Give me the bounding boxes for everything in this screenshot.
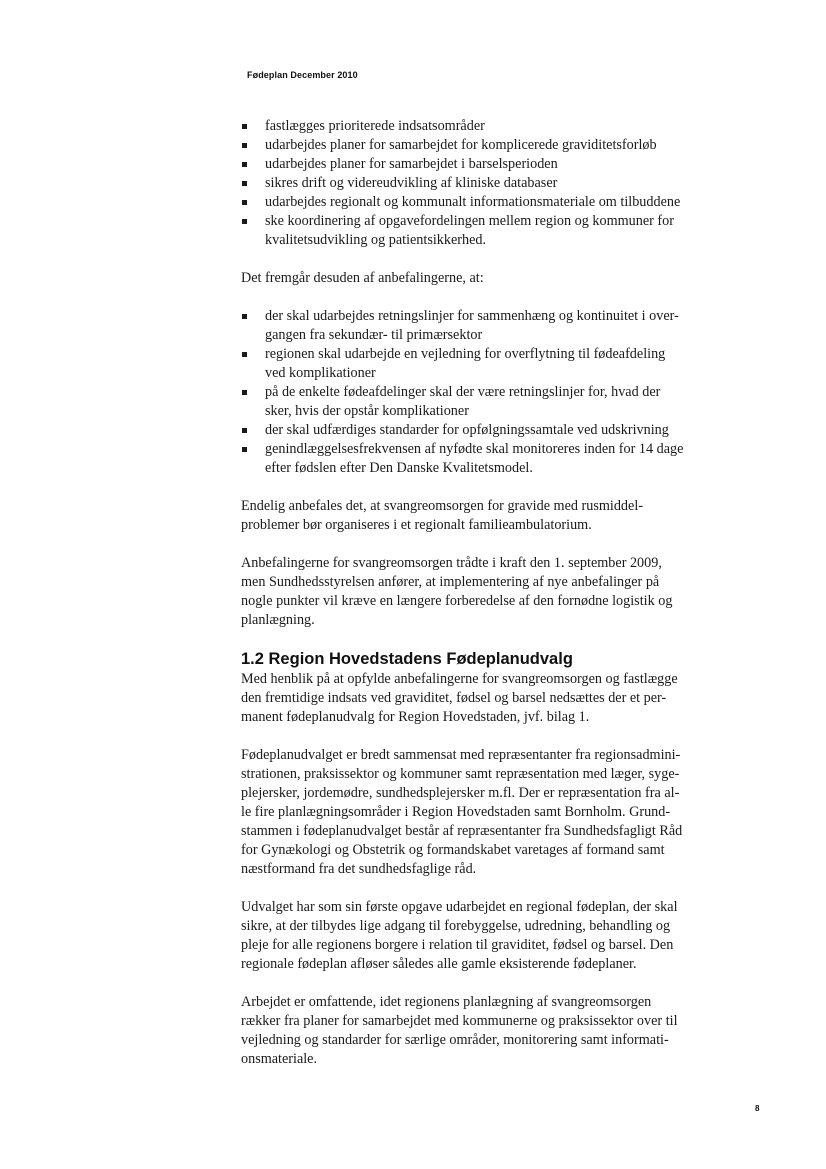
list-item-line: sker, hvis der opstår komplikationer — [265, 403, 469, 419]
paragraph-scope: Arbejdet er omfattende, idet regionens planlægning af svangreomsorgen rækker fra planer for samarbejdet med kommunerne og praksissektor over til vejledning og standarder for særlige områder, monitorering samt informati- onsmateriale. — [241, 994, 678, 1067]
list-item-line: udarbejdes regionalt og kommunalt informationsmateriale om tilbuddene — [265, 194, 681, 210]
bullet-list-recommendations — [241, 307, 701, 478]
intro-paragraph: Det fremgår desuden af anbefalingerne, at: — [241, 270, 484, 286]
paragraph-committee-intro: Med henblik på at opfylde anbefalingerne for svangreomsorgen og fastlægge den fremtidige indsats ved graviditet, fødsel og barsel nedsættes der et per- manent fødeplanudvalg for Region Hovedstaden, jvf. bilag 1. — [241, 671, 678, 725]
list-item — [241, 136, 701, 155]
list-item — [241, 174, 701, 193]
list-item — [241, 440, 701, 478]
paragraph-committee-task: Udvalget har som sin første opgave udarbejdet en regional fødeplan, der skal sikre, at der tilbydes lige adgang til forebyggelse, udredning, behandling og pleje for alle regionens borgere i relation til graviditet, fødsel og barsel. Den regionale fødeplan afløser således alle gamle eksisterende fødeplaner. — [241, 899, 678, 972]
document-header: Fødeplan December 2010 — [247, 70, 358, 80]
list-item-line: regionen skal udarbejde en vejledning for overflytning til fødeafdeling — [265, 346, 666, 362]
paragraph-rusmiddel: Endelig anbefales det, at svangreomsorgen for gravide med rusmiddel- problemer bør organiseres i et regionalt familieambulatorium. — [241, 498, 643, 533]
list-item-line: der skal udfærdiges standarder for opfølgningssamtale ved udskrivning — [265, 422, 669, 438]
list-item-line: udarbejdes planer for samarbejdet i barselsperioden — [265, 156, 558, 172]
bullet-list-priorities — [241, 117, 701, 250]
page-number: 8 — [755, 1104, 760, 1113]
list-item-line: udarbejdes planer for samarbejdet for komplicerede graviditetsforløb — [265, 137, 657, 153]
list-item-line: gangen fra sekundær- til primærsektor — [265, 327, 483, 343]
list-item — [241, 193, 701, 212]
section-heading: 1.2 Region Hovedstadens Fødeplanudvalg — [241, 650, 573, 668]
list-item — [241, 307, 701, 345]
list-item — [241, 117, 701, 136]
list-item-line: genindlæggelsesfrekvensen af nyfødte skal monitoreres inden for 14 dage — [265, 441, 684, 457]
list-item-line: kvalitetsudvikling og patientsikkerhed. — [265, 232, 487, 248]
list-item-line: ske koordinering af opgavefordelingen mellem region og kommuner for — [265, 213, 674, 229]
list-item-line: efter fødslen efter Den Danske Kvalitetsmodel. — [265, 460, 533, 476]
list-item — [241, 383, 701, 421]
document-body — [241, 117, 701, 1069]
list-item-line: der skal udarbejdes retningslinjer for sammenhæng og kontinuitet i over- — [265, 308, 679, 324]
list-item-line: sikres drift og videreudvikling af kliniske databaser — [265, 175, 558, 191]
list-item — [241, 345, 701, 383]
list-item — [241, 212, 701, 250]
list-item-line: på de enkelte fødeafdelinger skal der være retningslinjer for, hvad der — [265, 384, 661, 400]
list-item-line: ved komplikationer — [265, 365, 376, 381]
list-item — [241, 155, 701, 174]
paragraph-committee-composition: Fødeplanudvalget er bredt sammensat med repræsentanter fra regionsadmini- strationen, praksissektor og kommuner samt repræsentation med læger, syge- plejersker, jordemødre, sundhedsplejersker m.fl. Der er repræsentation fra al- le fire planlægningsområder i Region Hovedstaden samt Bornholm. Grund- stammen i fødeplanudvalget består af repræsentanter fra Sundhedsfagligt Råd for Gynækologi og Obstetrik og formandskabet varetages af formand samt næstformand fra det sundhedsfaglige råd. — [241, 747, 683, 877]
list-item — [241, 421, 701, 440]
list-item-line: fastlægges prioriterede indsatsområder — [265, 118, 485, 134]
paragraph-implementation: Anbefalingerne for svangreomsorgen trådte i kraft den 1. september 2009, men Sundhedsstyrelsen anfører, at implementering af nye anbefalinger på nogle punkter vil kræve en længere forberedelse af den fornødne logistik og planlægning. — [241, 555, 673, 628]
